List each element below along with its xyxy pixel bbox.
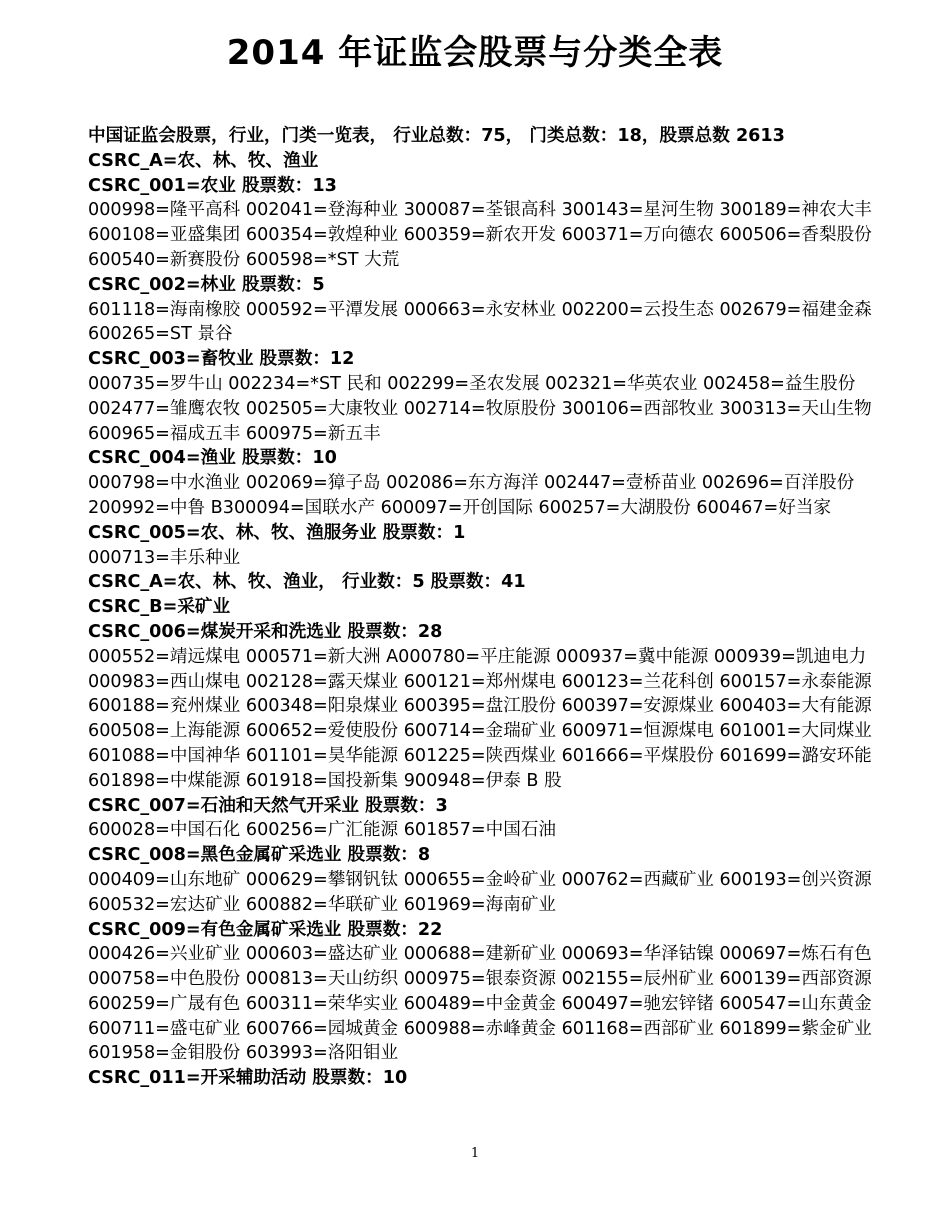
section-heading: CSRC_003=畜牧业 股票数：12	[88, 349, 355, 370]
section-heading: CSRC_007=石油和天然气开采业 股票数：3	[88, 795, 448, 816]
stock-list-line: 601088=中国神华 601101=昊华能源 601225=陕西煤业 601666=平煤股份 601699=潞安环能	[88, 745, 872, 766]
stock-list-line: 600965=福成五丰 600975=新五丰	[88, 423, 381, 444]
stock-list-line: 200992=中鲁 B300094=国联水产 600097=开创国际 600257=大湖股份 600467=好当家	[88, 497, 832, 518]
stock-list-line: 600265=ST 景谷	[88, 324, 233, 345]
stock-list-line: 601118=海南橡胶 000592=平潭发展 000663=永安林业 002200=云投生态 002679=福建金森	[88, 299, 872, 320]
document-title: 2014 年证监会股票与分类全表	[226, 33, 724, 73]
stock-list-line: 601958=金钼股份 603993=洛阳钼业	[88, 1043, 399, 1064]
stock-list-line: 000552=靖远煤电 000571=新大洲 A000780=平庄能源 000937=冀中能源 000939=凯迪电力	[88, 646, 867, 667]
section-heading: CSRC_008=黑色金属矿采选业 股票数：8	[88, 845, 431, 866]
section-heading: CSRC_011=开采辅助活动 股票数：10	[88, 1068, 408, 1089]
section-heading: CSRC_001=农业 股票数：13	[88, 175, 337, 196]
section-heading: 中国证监会股票，行业，门类一览表， 行业总数：75， 门类总数：18，股票总数 2613	[88, 126, 785, 146]
document-body	[88, 124, 888, 1091]
stock-list-line: 000798=中水渔业 002069=獐子岛 002086=东方海洋 002447=壹桥苗业 002696=百洋股份	[88, 473, 855, 494]
stock-list-line: 600259=广晟有色 600311=荣华实业 600489=中金黄金 600497=驰宏锌锗 600547=山东黄金	[88, 993, 872, 1014]
stock-list-line: 600028=中国石化 600256=广汇能源 601857=中国石油	[88, 820, 557, 841]
stock-list-line: 000713=丰乐种业	[88, 547, 241, 568]
stock-list-line: 600508=上海能源 600652=爱使股份 600714=金瑞矿业 600971=恒源煤电 601001=大同煤业	[88, 721, 872, 742]
stock-list-line: 002477=雏鹰农牧 002505=大康牧业 002714=牧原股份 300106=西部牧业 300313=天山生物	[88, 398, 872, 419]
section-heading: CSRC_A=农、林、牧、渔业， 行业数：5 股票数：41	[88, 572, 526, 593]
page-number: 1	[470, 1146, 480, 1161]
stock-list-line: 000735=罗牛山 002234=*ST 民和 002299=圣农发展 002321=华英农业 002458=益生股份	[88, 373, 856, 394]
section-heading: CSRC_006=煤炭开采和洗选业 股票数：28	[88, 621, 443, 642]
section-heading: CSRC_005=农、林、牧、渔服务业 股票数：1	[88, 522, 466, 543]
stock-list-line: 600540=新赛股份 600598=*ST 大荒	[88, 249, 400, 270]
section-heading: CSRC_B=采矿业	[88, 597, 231, 618]
section-heading: CSRC_A=农、林、牧、渔业	[88, 150, 319, 171]
section-heading: CSRC_002=林业 股票数：5	[88, 274, 325, 295]
stock-list-line: 000983=西山煤电 002128=露天煤业 600121=郑州煤电 600123=兰花科创 600157=永泰能源	[88, 671, 872, 692]
stock-list-line: 600108=亚盛集团 600354=敦煌种业 600359=新农开发 600371=万向德农 600506=香梨股份	[88, 225, 872, 246]
stock-list-line: 600532=宏达矿业 600882=华联矿业 601969=海南矿业	[88, 894, 557, 915]
stock-list-line: 600711=盛屯矿业 600766=园城黄金 600988=赤峰黄金 601168=西部矿业 601899=紫金矿业	[88, 1018, 872, 1039]
stock-list-line: 600188=兖州煤业 600348=阳泉煤业 600395=盘江股份 600397=安源煤业 600403=大有能源	[88, 696, 872, 717]
stock-list-line: 601898=中煤能源 601918=国投新集 900948=伊泰 B 股	[88, 770, 562, 791]
stock-list-line: 000758=中色股份 000813=天山纺织 000975=银泰资源 002155=辰州矿业 600139=西部资源	[88, 969, 872, 990]
section-heading: CSRC_009=有色金属矿采选业 股票数：22	[88, 919, 443, 940]
stock-list-line: 000998=隆平高科 002041=登海种业 300087=荃银高科 300143=星河生物 300189=神农大丰	[88, 200, 872, 221]
section-heading: CSRC_004=渔业 股票数：10	[88, 448, 337, 469]
stock-list-line: 000426=兴业矿业 000603=盛达矿业 000688=建新矿业 000693=华泽钴镍 000697=炼石有色	[88, 944, 872, 965]
stock-list-line: 000409=山东地矿 000629=攀钢钒钛 000655=金岭矿业 000762=西藏矿业 600193=创兴资源	[88, 869, 872, 890]
